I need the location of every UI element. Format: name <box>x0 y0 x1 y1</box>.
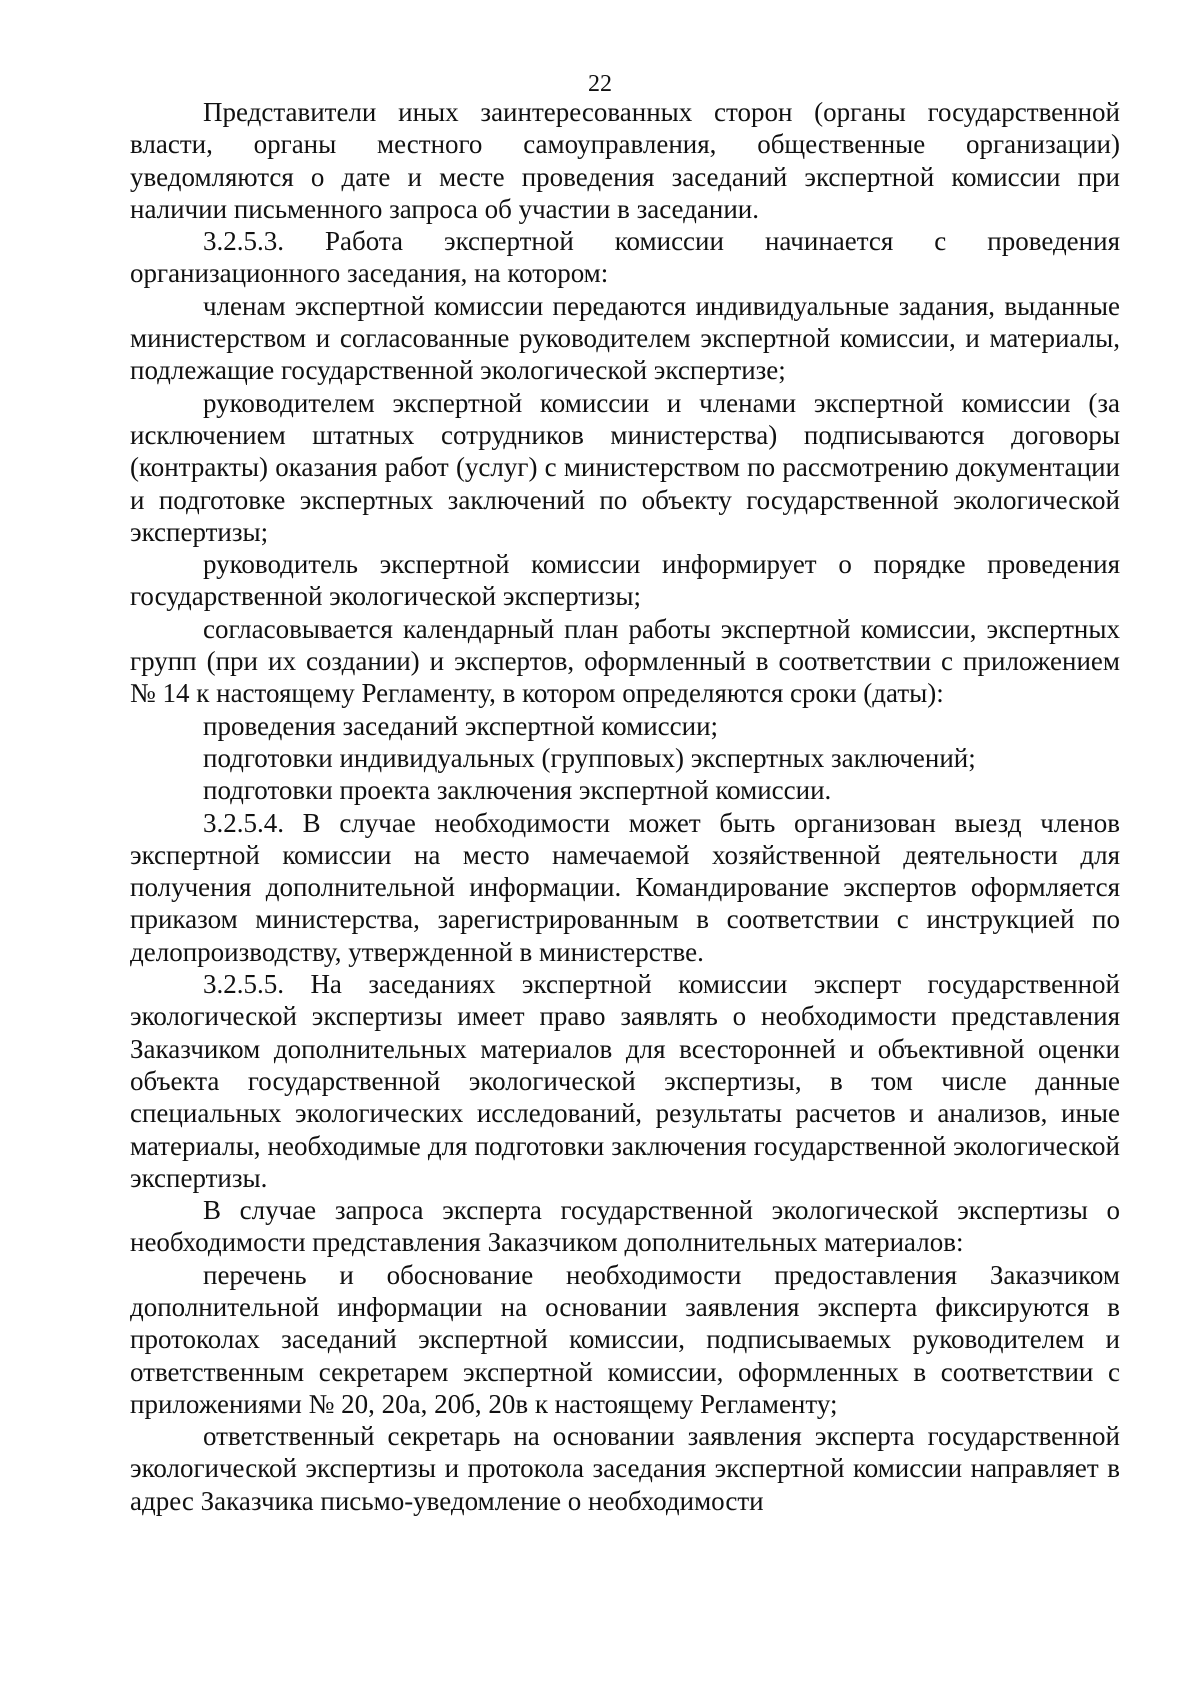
page-number: 22 <box>588 71 612 97</box>
paragraph: подготовки индивидуальных (групповых) экспертных заключений; <box>203 742 976 773</box>
paragraph: Представители иных заинтересованных сторон (органы государственной власти, органы местного самоуправления, общественные организации) уведомляются о дате и месте проведения заседаний экспертной комиссии при наличии письменного запроса об участии в заседании. <box>130 97 1120 224</box>
paragraph: 3.2.5.4. В случае необходимости может быть организован выезд членов экспертной комиссии на место намечаемой хозяйственной деятельности для получения дополнительной информации. Командирование экспертов оформляется приказом министерства, зарегистрированным в соответствии с инструкцией по делопроизводству, утвержденной в министерстве. <box>130 807 1120 967</box>
paragraph: согласовывается календарный план работы экспертной комиссии, экспертных групп (при их создании) и экспертов, оформленный в соответствии с приложением № 14 к настоящему Регламенту, в котором определяются сроки (даты): <box>130 613 1120 709</box>
paragraph: 3.2.5.5. На заседаниях экспертной комиссии эксперт государственной экологической экспертизы имеет право заявлять о необходимости представления Заказчиком дополнительных материалов для всесторонней и объективной оценки объекта государственной экологической экспертизы, в том числе данные специальных экологических исследований, результаты расчетов и анализов, иные материалы, необходимые для подготовки заключения государственной экологической экспертизы. <box>130 969 1120 1193</box>
paragraph: В случае запроса эксперта государственной экологической экспертизы о необходимости представления Заказчиком дополнительных материалов: <box>130 1195 1120 1258</box>
paragraph: руководитель экспертной комиссии информирует о порядке проведения государственной экологической экспертизы; <box>130 549 1120 612</box>
paragraph: перечень и обоснование необходимости предоставления Заказчиком дополнительной информации на основании заявления эксперта фиксируются в протоколах заседаний экспертной комиссии, подписываемых руководителем и ответственным секретарем экспертной комиссии, оформленных в соответствии с приложениями № 20, 20а, 20б, 20в к настоящему Регламенту; <box>130 1259 1120 1419</box>
paragraph: ответственный секретарь на основании заявления эксперта государственной экологической экспертизы и протокола заседания экспертной комиссии направляет в адрес Заказчика письмо-уведомление о необходимости <box>130 1421 1120 1516</box>
paragraph: членам экспертной комиссии передаются индивидуальные задания, выданные министерством и согласованные руководителем экспертной комиссии, и материалы, подлежащие государственной экологической экспертизе; <box>130 290 1120 386</box>
paragraph: 3.2.5.3. Работа экспертной комиссии начинается с проведения организационного заседания, на котором: <box>130 226 1120 289</box>
paragraph: проведения заседаний экспертной комиссии; <box>203 710 719 741</box>
document-body <box>130 96 1120 1517</box>
paragraph: подготовки проекта заключения экспертной комиссии. <box>203 775 832 806</box>
paragraph: руководителем экспертной комиссии и членами экспертной комиссии (за исключением штатных сотрудников министерства) подписываются договоры (контракты) оказания работ (услуг) с министерством по рассмотрению документации и подготовке экспертных заключений по объекту государственной экологической экспертизы; <box>130 387 1120 547</box>
